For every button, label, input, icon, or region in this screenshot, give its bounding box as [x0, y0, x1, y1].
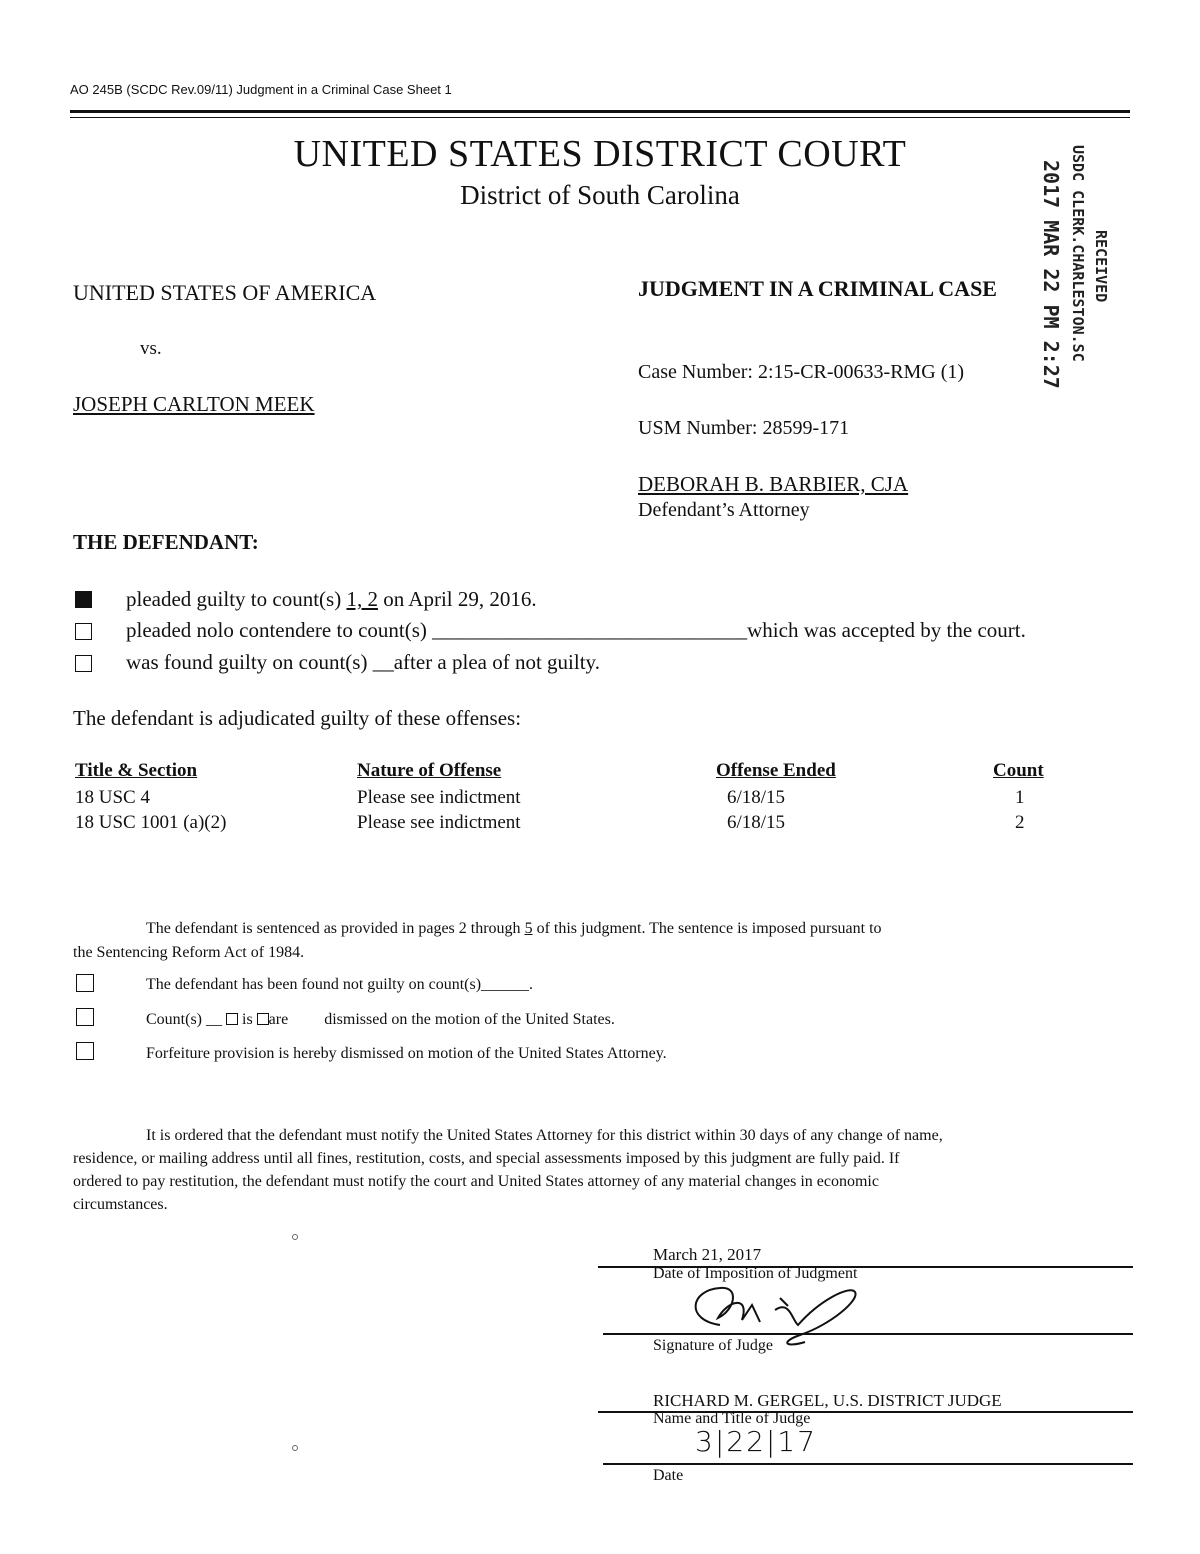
defendant-name: JOSEPH CARLTON MEEK	[73, 392, 315, 416]
plea-nolo-suffix: which was accepted by the court.	[747, 618, 1026, 642]
attorney-name: DEBORAH B. BARBIER, CJA	[638, 472, 909, 496]
offense-row-2-nature: Please see indictment	[357, 812, 521, 833]
offense-row-2-title: 18 USC 1001 (a)(2)	[75, 812, 227, 833]
are-checkbox[interactable]	[257, 1013, 269, 1025]
stamp-datetime: 2017 MAR 22 PM 2:27	[1039, 160, 1063, 389]
plea-nolo-checkbox[interactable]	[75, 623, 92, 640]
notice-line-4: circumstances.	[73, 1196, 168, 1213]
sentence-text-b: of this judgment. The sentence is imposed pursuant to	[536, 920, 882, 937]
case-number: Case Number: 2:15-CR-00633-RMG (1)	[638, 361, 965, 383]
offense-row-1-count: 1	[1015, 787, 1025, 808]
plea-guilty-counts: 1, 2	[346, 587, 378, 611]
plea-guilty-prefix: pleaded guilty to count(s)	[126, 587, 342, 611]
imposition-date: March 21, 2017	[653, 1245, 762, 1264]
col-nature-offense: Nature of Offense	[357, 760, 502, 781]
signed-date: 3|22|17	[695, 1425, 817, 1458]
is-label: is	[242, 1011, 253, 1028]
plea-nolo-prefix: pleaded nolo contendere to count(s)	[126, 618, 427, 642]
are-label: are	[268, 1011, 289, 1028]
signature-label: Signature of Judge	[653, 1337, 773, 1354]
plaintiff: UNITED STATES OF AMERICA	[73, 280, 377, 305]
plea-nolo-blank: ______________________________	[432, 618, 748, 642]
plea-nolo-line	[126, 618, 1026, 643]
imposition-date-label: Date of Imposition of Judgment	[653, 1265, 858, 1282]
forfeiture-checkbox[interactable]	[76, 1042, 94, 1060]
col-offense-ended: Offense Ended	[716, 760, 836, 781]
received-stamp	[1005, 145, 1115, 410]
counts-dismissed-checkbox[interactable]	[76, 1008, 94, 1026]
header-rule-thick	[70, 110, 1130, 113]
usm-number: USM Number: 28599-171	[638, 417, 850, 439]
not-guilty-counts-text: The defendant has been found not guilty on count(s)______.	[146, 976, 534, 993]
col-count: Count	[993, 760, 1044, 781]
sentence-line-1	[146, 920, 882, 938]
scan-speck	[292, 1445, 298, 1451]
counts-dismissed-prefix: Count(s) __	[146, 1011, 222, 1028]
date-line	[603, 1463, 1133, 1465]
is-checkbox[interactable]	[226, 1013, 238, 1025]
attorney-label: Defendant’s Attorney	[638, 499, 810, 521]
plea-guilty-suffix: on April 29, 2016.	[383, 587, 537, 611]
plea-not-guilty-line: was found guilty on count(s) __after a plea of not guilty.	[126, 650, 600, 674]
header-rule-thin	[70, 117, 1130, 118]
plea-guilty-line	[126, 587, 537, 612]
judge-name-label: Name and Title of Judge	[653, 1410, 811, 1427]
offense-row-1-ended: 6/18/15	[727, 787, 786, 808]
district-name: District of South Carolina	[460, 180, 740, 210]
date-label: Date	[653, 1467, 684, 1484]
offense-row-1-nature: Please see indictment	[357, 787, 521, 808]
sentence-pages: 5	[524, 920, 533, 937]
offense-row-2-count: 2	[1015, 812, 1025, 833]
scan-speck	[292, 1234, 298, 1240]
adjudicated-statement: The defendant is adjudicated guilty of these offenses:	[73, 706, 522, 730]
notice-line-2: residence, or mailing address until all fines, restitution, costs, and special assessments imposed by this judgment are fully paid. If	[73, 1150, 900, 1167]
sentence-text-a: The defendant is sentenced as provided in pages 2 through	[146, 920, 521, 937]
plea-guilty-checkbox[interactable]	[75, 591, 92, 608]
offense-row-2-ended: 6/18/15	[727, 812, 786, 833]
plea-not-guilty-checkbox[interactable]	[75, 655, 92, 672]
stamp-received: RECEIVED	[1092, 230, 1110, 303]
judgment-title: JUDGMENT IN A CRIMINAL CASE	[638, 276, 997, 301]
counts-dismissed-suffix: dismissed on the motion of the United States.	[324, 1011, 615, 1028]
sentence-line-2: the Sentencing Reform Act of 1984.	[73, 944, 305, 961]
forfeiture-text: Forfeiture provision is hereby dismissed on motion of the United States Attorney.	[146, 1045, 667, 1062]
stamp-clerk: USDC CLERK.CHARLESTON.SC	[1069, 145, 1087, 362]
versus: vs.	[140, 338, 162, 359]
col-title-section: Title & Section	[75, 760, 198, 781]
counts-dismissed-line	[146, 1011, 615, 1029]
signature-line	[603, 1333, 1133, 1335]
offense-row-1-title: 18 USC 4	[75, 787, 150, 808]
not-guilty-counts-checkbox[interactable]	[76, 974, 94, 992]
notice-line-3: ordered to pay restitution, the defendant must notify the court and United States attorney of any material changes in economic	[73, 1173, 879, 1190]
notice-line-1: It is ordered that the defendant must notify the United States Attorney for this district within 30 days of any change of name,	[146, 1127, 943, 1144]
judge-name: RICHARD M. GERGEL, U.S. DISTRICT JUDGE	[653, 1391, 1002, 1410]
form-id: AO 245B (SCDC Rev.09/11) Judgment in a Criminal Case Sheet 1	[70, 82, 452, 97]
court-name: UNITED STATES DISTRICT COURT	[293, 133, 907, 175]
defendant-heading: THE DEFENDANT:	[73, 530, 259, 554]
